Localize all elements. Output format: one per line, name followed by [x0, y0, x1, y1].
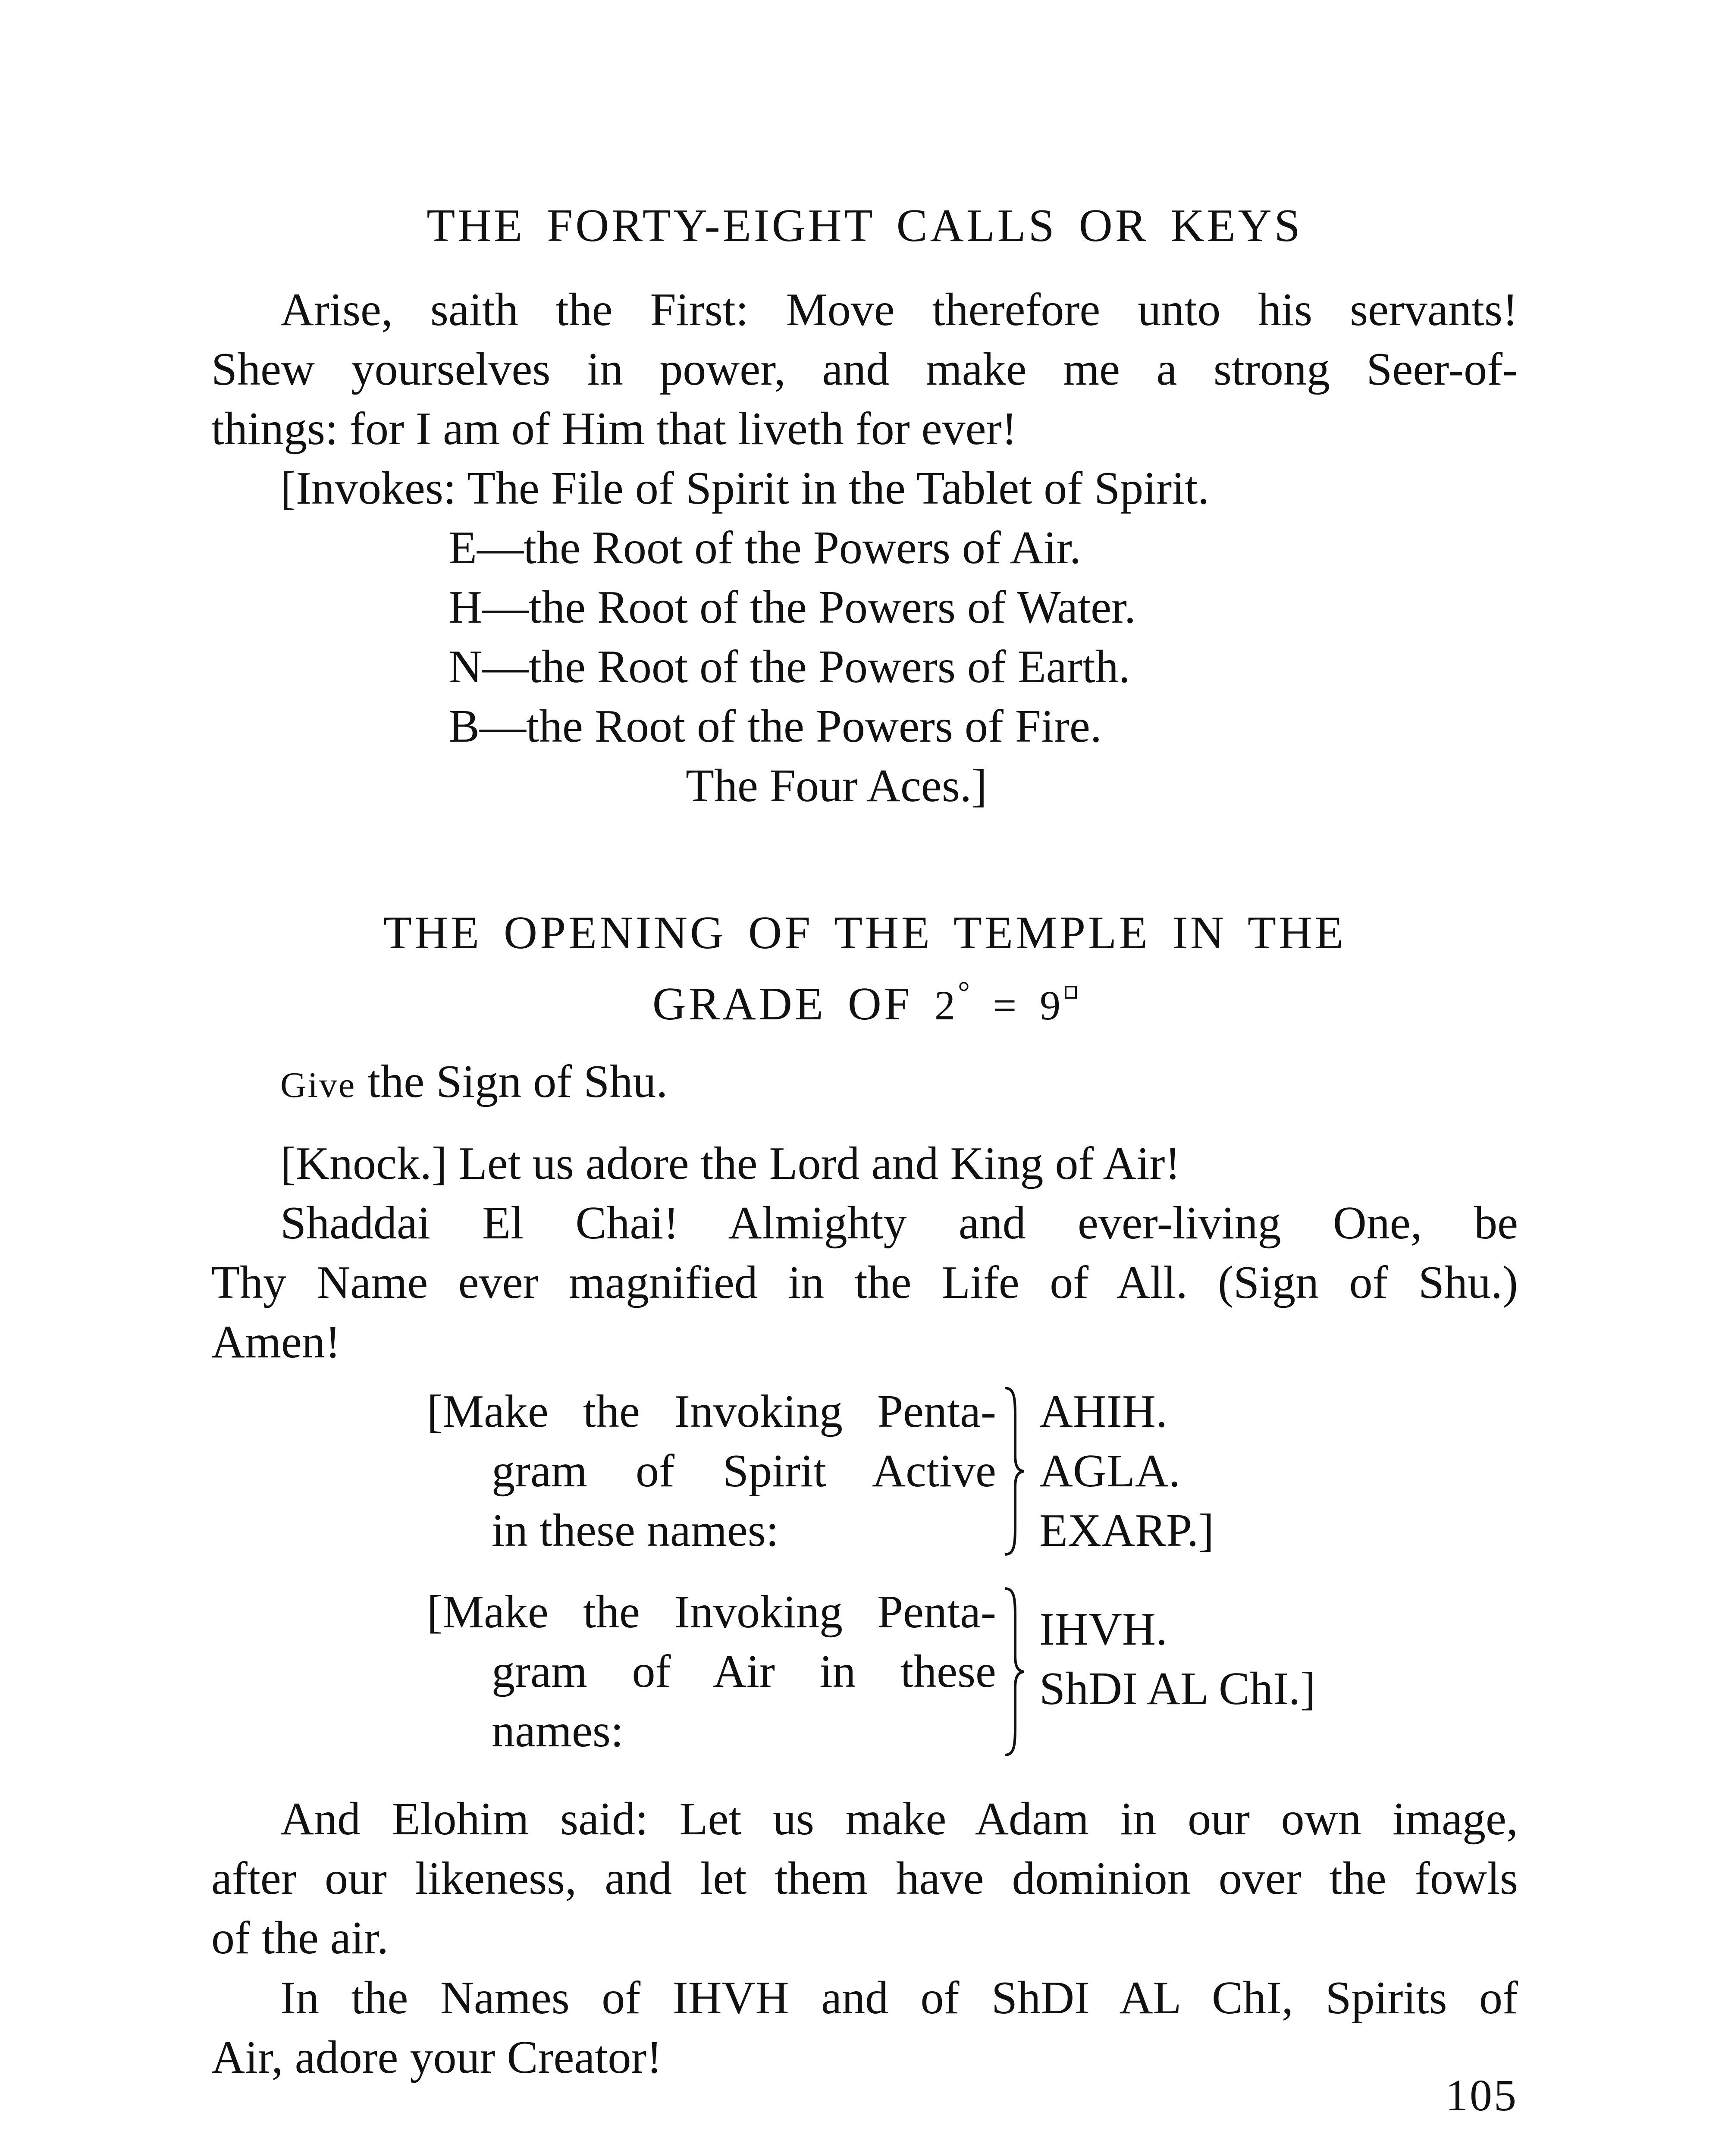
give-small-caps: Give: [280, 1065, 356, 1105]
air-pentagram-names: [1039, 1600, 1316, 1719]
calls-heading: [211, 196, 1518, 256]
shaddai-line-1: Shaddai El Chai! Almighty and ever-living One, be: [280, 1197, 1518, 1249]
air-name-1: IHVH.: [1039, 1604, 1167, 1655]
arise-paragraph: [211, 280, 1518, 459]
elohim-paragraph: [211, 1789, 1518, 1968]
four-aces-line: The Four Aces.]: [686, 760, 987, 812]
elohim-line-3: of the air.: [211, 1912, 389, 1964]
degree-symbol: °: [957, 976, 972, 1009]
air-name-2: ShDI AL ChI.]: [1039, 1663, 1316, 1714]
give-sign-text: the Sign of Shu.: [356, 1056, 668, 1107]
knock-line: [211, 1134, 1587, 1194]
arise-line-3: things: for I am of Him that liveth for ever!: [211, 403, 1017, 454]
spirit-name-2: AGLA.: [1039, 1445, 1180, 1497]
invokes-text: [Invokes: The File of Spirit in the Tablet of Spirit.: [280, 463, 1210, 514]
grade-number-right: 9: [1040, 982, 1063, 1028]
elohim-line-1: And Elohim said: Let us make Adam in our own image,: [280, 1793, 1518, 1845]
give-sign-line: [211, 1052, 1587, 1115]
opening-heading-grade-text: GRADE OF: [652, 978, 913, 1030]
opening-heading-line-2: [211, 963, 1518, 1035]
arise-line-1: Arise, saith the First: Move therefore unto his servants!: [280, 284, 1518, 335]
square-symbol: [1065, 986, 1077, 999]
spirit-name-3: EXARP.]: [1039, 1505, 1214, 1556]
air-left-line-2: gram of Air in these: [492, 1646, 996, 1697]
opening-heading: [211, 903, 1518, 1035]
air-pentagram-instruction: [427, 1583, 1432, 1764]
invokes-line: [211, 459, 1587, 518]
names-line-1: In the Names of IHVH and of ShDI AL ChI, Spirits of: [280, 1972, 1518, 2024]
shaddai-line-2: Thy Name ever magnified in the Life of All. (Sign of Shu.): [211, 1257, 1518, 1308]
root-line-water: H—the Root of the Powers of Water.: [448, 582, 1136, 633]
names-paragraph: [211, 1968, 1518, 2087]
spirit-pentagram-left: [427, 1382, 996, 1561]
knock-text: [Knock.] Let us adore the Lord and King of Air!: [280, 1138, 1181, 1189]
elohim-line-2: after our likeness, and let them have dominion over the fowls: [211, 1853, 1518, 1904]
shaddai-line-3: Amen!: [211, 1316, 341, 1368]
page-number: 105: [1446, 2071, 1518, 2120]
grade-number-left: 2: [934, 982, 958, 1028]
spirit-left-line-2: gram of Spirit Active: [492, 1445, 996, 1497]
opening-heading-line-1: THE OPENING OF THE TEMPLE IN THE: [383, 907, 1346, 959]
equals-sign: =: [972, 982, 1040, 1028]
right-brace-air: [1000, 1583, 1026, 1761]
spirit-name-1: AHIH.: [1039, 1386, 1167, 1437]
right-brace-spirit: [1000, 1382, 1026, 1561]
root-line-fire: B—the Root of the Powers of Fire.: [448, 701, 1102, 752]
air-left-line-3: names:: [492, 1705, 624, 1757]
spirit-left-line-1: [Make the Invoking Penta-: [427, 1386, 996, 1437]
spirit-pentagram-instruction: [427, 1382, 1432, 1563]
spirit-pentagram-names: [1039, 1382, 1214, 1561]
spirit-left-line-3: in these names:: [492, 1505, 779, 1556]
air-pentagram-left: [427, 1583, 996, 1761]
names-line-2: Air, adore your Creator!: [211, 2032, 662, 2083]
air-left-line-1: [Make the Invoking Penta-: [427, 1586, 996, 1638]
calls-heading-text: THE FORTY-EIGHT CALLS OR KEYS: [427, 200, 1303, 251]
arise-line-2: Shew yourselves in power, and make me a strong Seer-of-: [211, 344, 1518, 395]
shaddai-paragraph: [211, 1194, 1518, 1372]
root-line-earth: N—the Root of the Powers of Earth.: [448, 641, 1130, 693]
root-line-air: E—the Root of the Powers of Air.: [448, 522, 1081, 573]
